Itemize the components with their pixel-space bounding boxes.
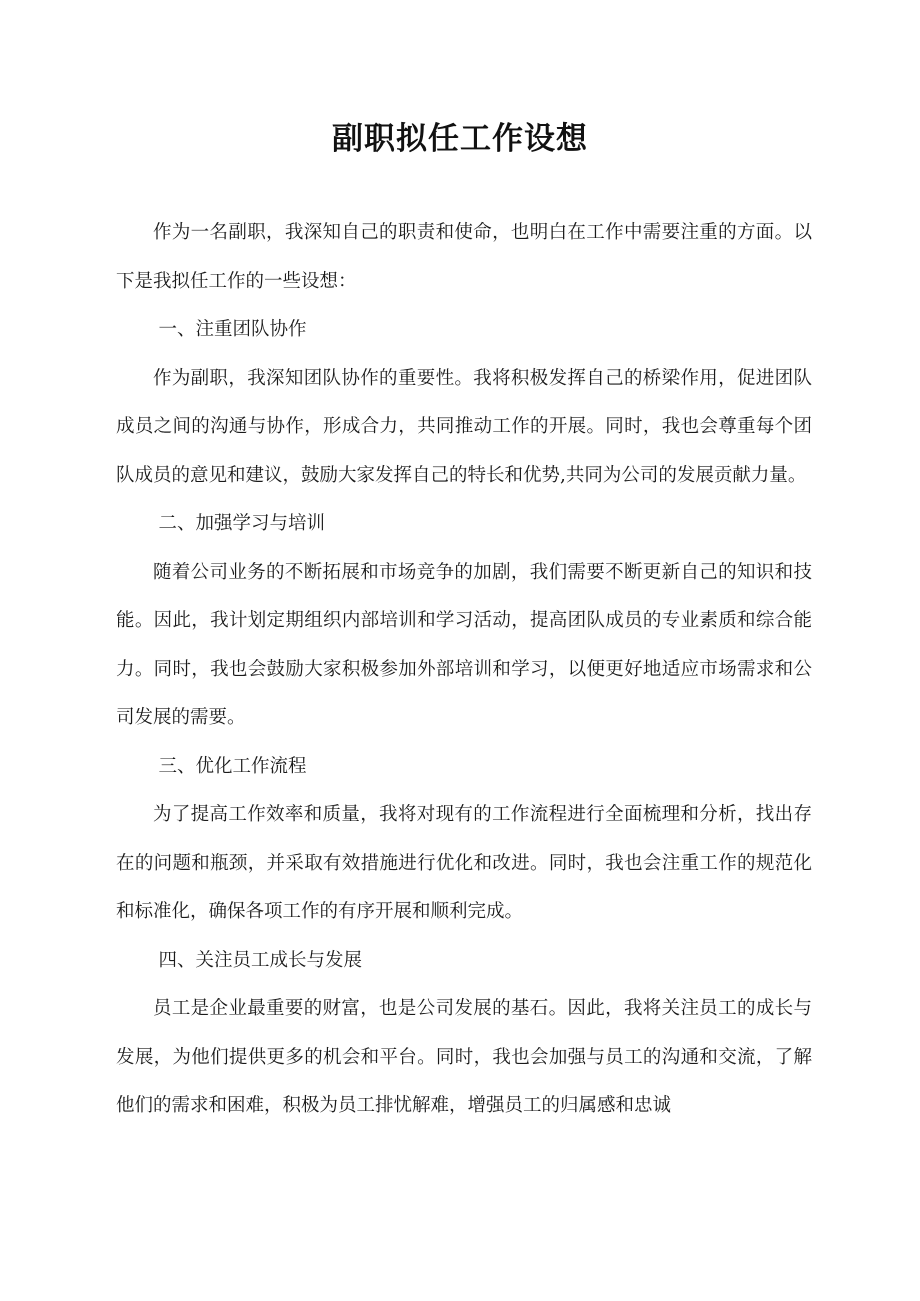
section-heading-3: 三、优化工作流程 xyxy=(158,755,307,777)
section-paragraph-2: 随着公司业务的不断拓展和市场竞争的加剧，我们需要不断更新自己的知识和技能。因此，我计划定期组织内部培训和学习活动，提高团队成员的专业素质和综合能力。同时，我也会鼓励大家积极参加外部培训和学习，以便更好地适应市场需求和公司发展的需要。 xyxy=(116,561,812,728)
section-paragraph-4: 员工是企业最重要的财富，也是公司发展的基石。因此，我将关注员工的成长与发展，为他们提供更多的机会和平台。同时，我也会加强与员工的沟通和交流，了解他们的需求和困难，积极为员工排忧解难，增强员工的归属感和忠诚 xyxy=(116,998,812,1116)
section-heading-2: 二、加强学习与培训 xyxy=(158,513,326,534)
section-paragraph-1: 作为副职，我深知团队协作的重要性。我将积极发挥自己的桥梁作用，促进团队成员之间的沟通与协作，形成合力，共同推动工作的开展。同时，我也会尊重每个团队成员的意见和建议，鼓励大家发挥自己的特长和优势,共同为公司的发展贡献力量。 xyxy=(116,367,812,486)
document-body xyxy=(116,209,812,1131)
page-title: 副职拟任工作设想 xyxy=(332,121,588,157)
section-heading-4: 四、关注员工成长与发展 xyxy=(158,949,363,971)
intro-paragraph: 作为一名副职，我深知自己的职责和使命，也明白在工作中需要注重的方面。以下是我拟任工作的一些设想： xyxy=(116,222,812,292)
section-paragraph-3: 为了提高工作效率和质量，我将对现有的工作流程进行全面梳理和分析，找出存在的问题和瓶颈，并采取有效措施进行优化和改进。同时，我也会注重工作的规范化和标准化，确保各项工作的有序开展和顺利完成。 xyxy=(116,804,812,922)
section-heading-1: 一、注重团队协作 xyxy=(158,319,307,340)
